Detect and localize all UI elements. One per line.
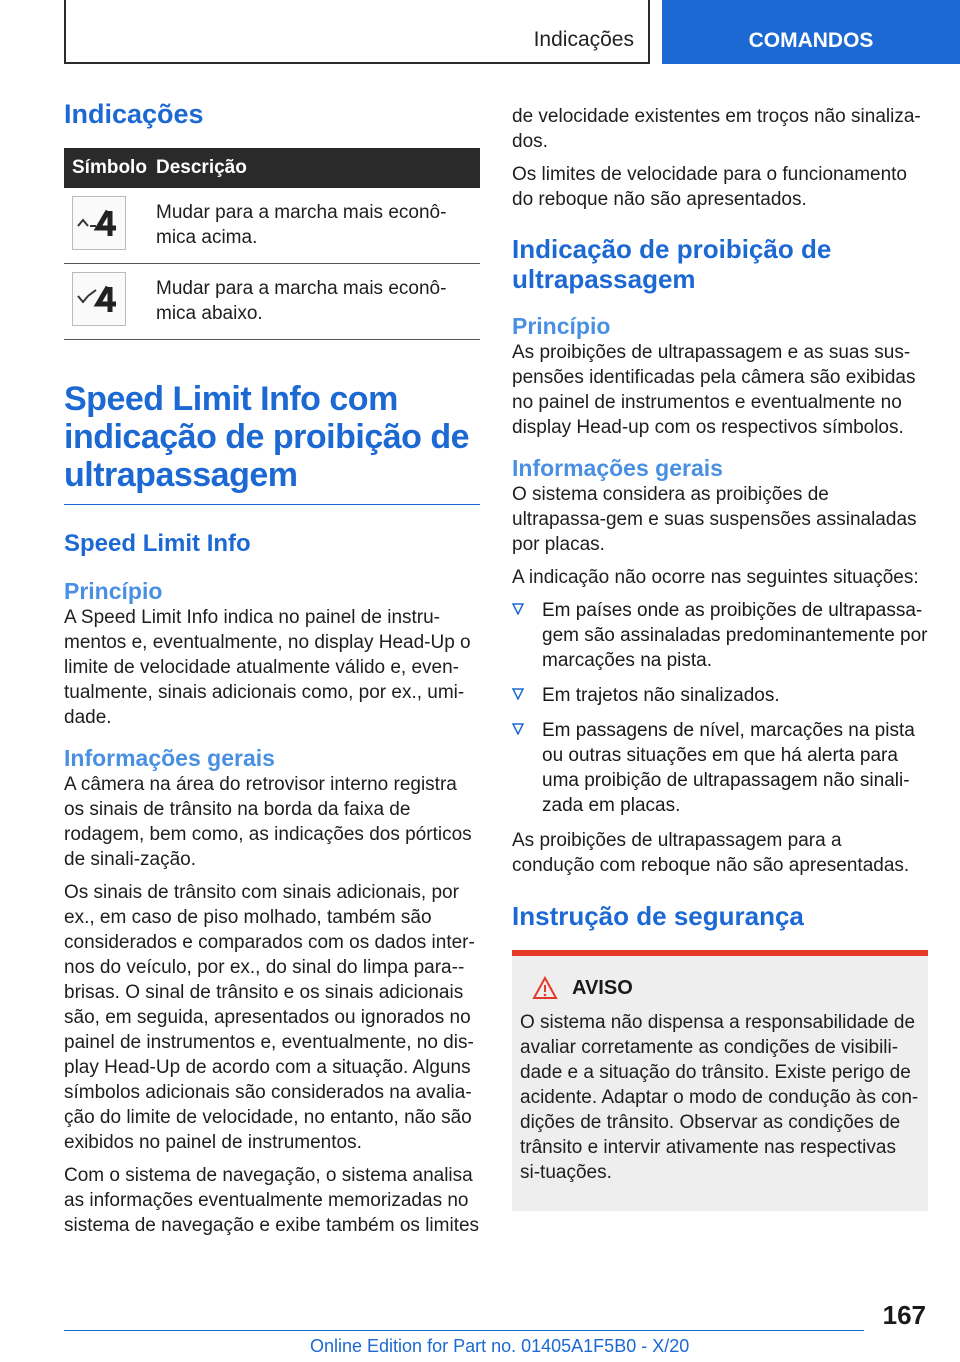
warning-label: AVISO (572, 976, 633, 999)
bullet-triangle-icon (512, 603, 524, 615)
list-item: Em passagens de nível, marcações na pista ou outras situações em que há alerta para uma proibição de ultrapassagem não sinali-zada em placas. (512, 718, 928, 818)
header-chapter-tab: COMANDOS (662, 0, 960, 64)
header-section-box (64, 0, 650, 64)
row-desc: Mudar para a marcha mais econô-mica abaixo. (156, 278, 447, 324)
title-divider (64, 504, 480, 505)
header-section-title: Indicações (533, 28, 634, 51)
table-row (64, 188, 480, 264)
heading-instrucao-seguranca: Instrução de segurança (512, 901, 804, 931)
heading-informacoes: Informações gerais (512, 455, 723, 481)
table-header (64, 148, 480, 188)
symbol-table (64, 148, 480, 340)
list-item: Em trajetos não sinalizados. (512, 683, 928, 708)
warning-triangle-icon (532, 976, 558, 1000)
heading-indicacoes: Indicações (64, 99, 204, 129)
paragraph: As proibições de ultrapassagem para a condução com reboque não são apresentadas. (512, 830, 910, 876)
footer-divider (64, 1330, 864, 1331)
heading-principio: Princípio (64, 578, 163, 604)
sub-speed-limit-info: Speed Limit Info (64, 530, 251, 557)
bullet-triangle-icon (512, 723, 524, 735)
list-item: Em países onde as proibições de ultrapassa-gem são assinaladas predominantemente por marcações na pista. (512, 598, 928, 673)
warning-title (532, 976, 920, 1000)
paragraph: Os sinais de trânsito com sinais adicionais, por ex., em caso de piso molhado, também são considerados e comparados com os dados inter-nos do veículo, por ex., do sinal do limpa para--brisas. O sinal de trânsito e os sinais adicionais são, em seguida, apresentados ou ignorados no painel de instrumentos e, eventualmente, no dis-play Head-Up de acordo com a situação. Alguns símbolos adicionais são considerados na avalia-ção do limite de velocidade, no entanto, não são exibidos no painel de instrumentos. (64, 882, 475, 1153)
paragraph: A Speed Limit Info indica no painel de instru-mentos e, eventualmente, no display Head-Up o limite de velocidade atualmente válido e, even-tualmente, sinais adicionais como, por ex., umi-dade. (64, 607, 471, 728)
heading-informacoes: Informações gerais (64, 745, 275, 771)
situation-list (512, 598, 928, 818)
upshift-4-icon (72, 196, 126, 250)
right-column (512, 104, 928, 1211)
col-desc-header: Descrição (156, 157, 247, 178)
paragraph: As proibições de ultrapassagem e as suas sus-pensões identificadas pela câmera são exibidas no painel de instrumentos e eventualmente no display Head-up com os respectivos símbolos. (512, 342, 916, 438)
paragraph: de velocidade existentes em troços não sinaliza-dos. (512, 106, 921, 152)
warning-box (512, 950, 928, 1211)
main-title: Speed Limit Info com indicação de proibição de ultrapassagem (64, 380, 470, 494)
left-column (64, 98, 480, 1238)
paragraph: Os limites de velocidade para o funcionamento do reboque não são apresentados. (512, 164, 908, 210)
paragraph: Com o sistema de navegação, o sistema analisa as informações eventualmente memorizadas no sistema de navegação e exibe também os limites (64, 1165, 480, 1236)
table-row (64, 264, 480, 340)
footer-edition: Online Edition for Part no. 01405A1F5B0 - X/20 (310, 1336, 690, 1356)
paragraph: O sistema considera as proibições de ultrapassa-gem e suas suspensões assinaladas por placas. (512, 484, 917, 555)
downshift-4-icon (72, 272, 126, 326)
heading-principio: Princípio (512, 313, 611, 339)
row-desc: Mudar para a marcha mais econô-mica acima. (156, 202, 447, 248)
sub-indicacao-proibicao: Indicação de proibição de ultrapassagem (512, 234, 832, 294)
page-number: 167 (882, 1300, 926, 1330)
paragraph: A indicação não ocorre nas seguintes situações: (512, 567, 919, 588)
col-symbol-header: Símbolo (72, 157, 147, 178)
warning-text: O sistema não dispensa a responsabilidade de avaliar corretamente as condições de visibili-dade e a situação do trânsito. Existe perigo de acidente. Adaptar o modo de condução às con-dições de trânsito. Observar as condições de trânsito e intervir ativamente nas respectivas si-tuações. (520, 1012, 919, 1183)
paragraph: A câmera na área do retrovisor interno registra os sinais de trânsito na borda da faixa de rodagem, bem como, as indicações dos pórticos de sinali-zação. (64, 774, 472, 870)
bullet-triangle-icon (512, 688, 524, 700)
